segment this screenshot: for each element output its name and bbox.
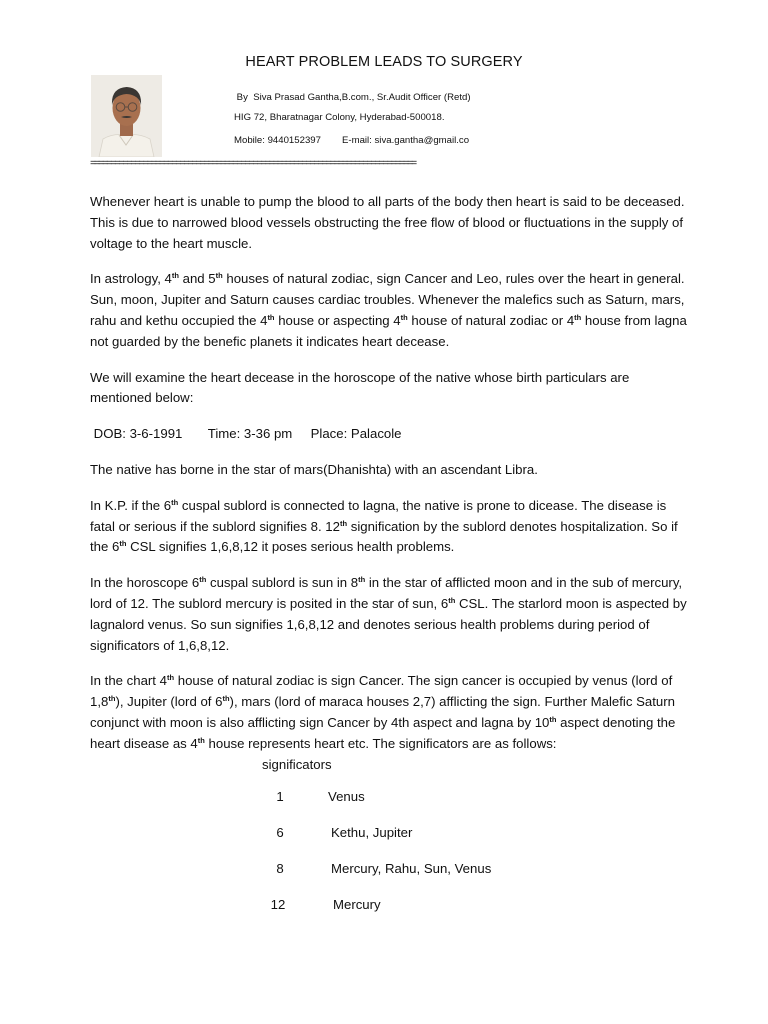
significator-house: 6: [276, 825, 284, 840]
author-mobile: Mobile: 9440152397: [234, 135, 321, 146]
significator-planets: Venus: [328, 789, 365, 804]
paragraph-chart: In the chart 4th house of natural zodiac is sign Cancer. The sign cancer is occupied by venus (lord of 1,8th), Jupiter (lord of 6th), mars (lord of maraca houses 2,7) afflicting the sign. Further Malefic Saturn conjunct with moon is also afflicting sign Cancer by 4th aspect and lagna by 10th aspect denoting the heart disease as 4th house represents heart etc. The significators are as follows:significators: [90, 673, 676, 772]
birth-particulars: DOB: 3-6-1991 Time: 3-36 pm Place: Palacole: [90, 426, 402, 442]
author-email: E-mail: siva.gantha@gmail.co: [342, 135, 470, 146]
author-photo-image: [91, 75, 162, 157]
author-address: HIG 72, Bharatnagar Colony, Hyderabad-500018.: [234, 112, 445, 123]
author-byline: By Siva Prasad Gantha,B.com., Sr.Audit Officer (Retd): [234, 92, 471, 103]
paragraph-horoscope: In the horoscope 6th cuspal sublord is sun in 8th in the star of afflicted moon and in the sub of mercury, lord of 12. The sublord mercury is posited in the star of sun, 6th CSL. The starlord moon is aspected by lagnalord venus. So sun signifies 1,6,8,12 and denotes serious health problems during period of significators of 1,6,8,12.: [90, 575, 687, 653]
significators-heading: significators: [262, 756, 332, 772]
page-title: HEART PROBLEM LEADS TO SURGERY: [245, 54, 523, 70]
paragraph-astrology: In astrology, 4th and 5th houses of natural zodiac, sign Cancer and Leo, rules over the heart in general. Sun, moon, Jupiter and Saturn causes cardiac troubles. Whenever the malefics such as Saturn, mars, rahu and kethu occupied the 4th house or aspecting 4th house of natural zodiac or 4th house from lagna not guarded by the benefic planets it indicates heart decease.: [90, 271, 687, 349]
divider-rule: ================================================================================: [90, 158, 416, 169]
significator-house: 12: [270, 897, 286, 912]
significator-planets: Mercury: [333, 897, 381, 912]
paragraph-kp: In K.P. if the 6th cuspal sublord is connected to lagna, the native is prone to dicease. The disease is fatal or serious if the sublord signifies 8. 12th signification by the sublord denotes hospitalization. So if the 6th CSL signifies 1,6,8,12 it poses serious health problems.: [90, 497, 678, 555]
significator-planets: Mercury, Rahu, Sun, Venus: [331, 861, 492, 876]
author-photo: [91, 75, 162, 157]
article-body: [90, 192, 690, 790]
paragraph-native: The native has borne in the star of mars(Dhanishta) with an ascendant Libra.: [90, 461, 538, 477]
paragraph-intro: Whenever heart is unable to pump the blood to all parts of the body then heart is said to be deceased. This is due to narrowed blood vessels obstructing the free flow of blood or fluctuations in the supply of voltage to the heart muscle.: [90, 194, 685, 251]
significator-house: 1: [276, 789, 284, 804]
paragraph-examine: We will examine the heart decease in the horoscope of the native whose birth particulars are mentioned below:: [90, 369, 630, 406]
significator-house: 8: [276, 861, 284, 876]
significator-planets: Kethu, Jupiter: [331, 825, 413, 840]
